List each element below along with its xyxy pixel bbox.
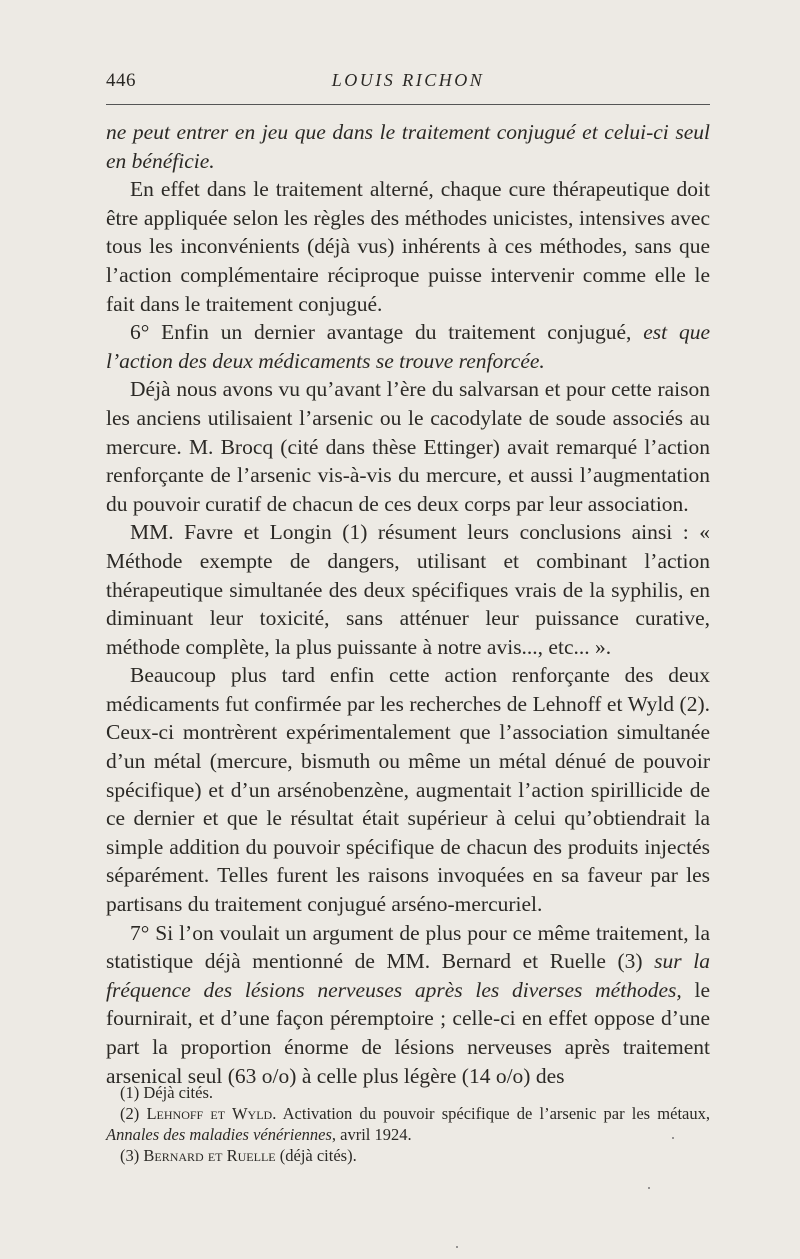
page-number: 446 bbox=[106, 70, 136, 91]
footnote-2-authors: Lehnoff et Wyld bbox=[146, 1104, 273, 1123]
footnote-3-number: (3) bbox=[120, 1146, 144, 1165]
footnote-3 bbox=[106, 1145, 710, 1166]
footnote-1: (1) Déjà cités. bbox=[120, 1083, 213, 1102]
main-text bbox=[106, 118, 710, 1090]
footnote-3-authors: Bernard et Ruelle bbox=[143, 1146, 276, 1165]
footnote-2-title: . Activation du pouvoir spécifique de l’arsenic par les métaux, bbox=[272, 1104, 710, 1123]
paragraph-7-start: 7° Si l’on voulait un argument de plus pour ce même traitement, la statistique déjà mentionné de MM. Bernard et Ruelle (3) bbox=[106, 920, 710, 974]
paper-speck bbox=[672, 1137, 674, 1139]
header-rule bbox=[106, 104, 710, 105]
footnotes bbox=[106, 1082, 710, 1166]
footnote-3-end: (déjà cités). bbox=[275, 1146, 357, 1165]
running-head bbox=[106, 70, 710, 94]
paragraph-6: Beaucoup plus tard enfin cette action renforçante des deux médicaments fut confirmée par les recherches de Lehnoff et Wyld (2). Ceux-ci montrèrent expérimentalement que l’association simultanée d’un métal (mercure, bismuth ou même un métal dénué de pouvoir spécifique) et d’un arsénobenzène, augmentait l’action spirillicide de ce dernier et que le résultat était supérieur à celui qu’obtiendrait la simple addition du pouvoir spécifique de chacun des produits injectés séparément. Telles furent les raisons invoquées en sa faveur par les partisans du traitement conjugué arséno-mercuriel. bbox=[106, 663, 710, 917]
footnote-2-number: (2) bbox=[120, 1104, 147, 1123]
paragraph-1 bbox=[106, 118, 710, 175]
paragraph-5: MM. Favre et Longin (1) résument leurs conclusions ainsi : « Méthode exempte de dangers, utilisant et combinant l’action thérapeutique simultanée des deux spécifiques vrais de la syphilis, en diminuant leur toxicité, sans atténuer leur puissance curative, méthode complète, la plus puissante à notre avis..., etc... ». bbox=[106, 520, 710, 659]
paper-speck bbox=[648, 1187, 650, 1189]
paper-speck bbox=[456, 1246, 458, 1248]
footnote-2 bbox=[106, 1103, 710, 1145]
paragraph-7-end: le fournirait, et d’une façon péremptoire ; celle-ci en effet oppose d’une part la proportion énorme de lésions nerveuses après traitement arsenical seul (63 o/o) à celle plus légère (14 o/o) des bbox=[106, 977, 710, 1088]
paragraph-1-italic: ne peut entrer en jeu que dans le traitement conjugué et celui-ci seul en bénéficie. bbox=[106, 120, 710, 173]
footnote-2-date: , avril 1924. bbox=[331, 1125, 412, 1144]
paragraph-3 bbox=[106, 318, 710, 375]
paragraph-7 bbox=[106, 919, 710, 1091]
paragraph-7-italic: sur la fréquence des lésions nerveuses après les diverses méthodes, bbox=[106, 949, 710, 1002]
footnote-2-journal: Annales des maladies vénériennes bbox=[106, 1125, 332, 1144]
paragraph-2: En effet dans le traitement alterné, chaque cure thérapeutique doit être appliquée selon les règles des méthodes unicistes, intensives avec tous les inconvénients (déjà vus) inhérents à ces méthodes, sans que l’action complémentaire réciproque puisse intervenir comme elle le fait dans le traitement conjugué. bbox=[106, 177, 710, 316]
paragraph-4: Déjà nous avons vu qu’avant l’ère du salvarsan et pour cette raison les anciens utilisaient l’arsenic ou le cacodylate de soude associés au mercure. M. Brocq (cité dans thèse Ettinger) avait remarqué l’action renforçante de l’arsenic vis-à-vis du mercure, et aussi l’augmentation du pouvoir curatif de chacun de ces deux corps par leur association. bbox=[106, 377, 710, 516]
paragraph-3-italic: est que l’action des deux médicaments se trouve renforcée. bbox=[106, 320, 710, 373]
paragraph-3-start: 6° Enfin un dernier avantage du traitement conjugué, bbox=[130, 320, 644, 345]
running-title: LOUIS RICHON bbox=[331, 70, 485, 90]
